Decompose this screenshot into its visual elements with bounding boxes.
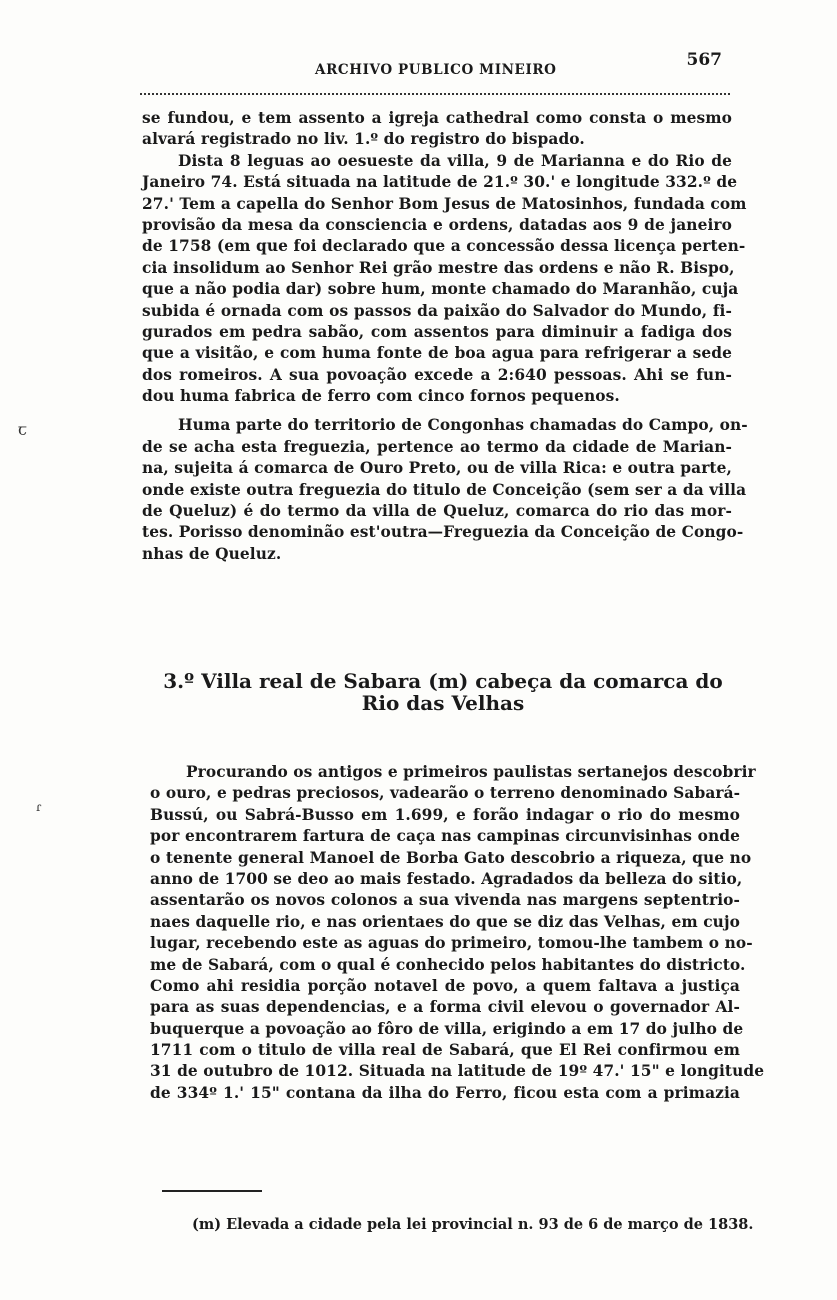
footnote-rule xyxy=(162,1190,262,1192)
text-line: Janeiro 74. Está situada na latitude de 21.º 30.' e longitude 332.º de xyxy=(142,173,738,192)
text-line: dos romeiros. A sua povoação excede a 2:640 pessoas. Ahi se fun- xyxy=(142,365,732,384)
text-line: provisão da mesa da consciencia e ordens, datadas aos 9 de janeiro xyxy=(142,215,732,234)
text-line: para as suas dependencias, e a forma civil elevou o governador Al- xyxy=(150,998,740,1017)
text-line: gurados em pedra sabão, com assentos para diminuir a fadiga dos xyxy=(142,322,732,341)
text-line: lugar, recebendo este as aguas do primeiro, tomou-lhe tambem o no- xyxy=(150,934,753,953)
text-line: tes. Porisso denominão est'outra—Freguezia da Conceição de Congo- xyxy=(142,523,744,542)
text-line: de 1758 (em que foi declarado que a concessão dessa licença perten- xyxy=(142,237,746,256)
text-line: cia insolidum ao Senhor Rei grão mestre das ordens e não R. Bispo, xyxy=(142,258,735,277)
text-line: que a não podia dar) sobre hum, monte chamado do Maranhão, cuja xyxy=(142,280,739,299)
section-heading-line: 3.º Villa real de Sabara (m) cabeça da comarca do xyxy=(163,669,723,693)
text-line: se fundou, e tem assento a igreja cathedral como consta o mesmo xyxy=(142,109,732,127)
text-line: nhas de Queluz. xyxy=(142,544,282,563)
text-line: alvará registrado no liv. 1.º do registro do bispado. xyxy=(142,130,585,149)
text-line: de Queluz) é do termo da villa de Queluz, comarca do rio das mor- xyxy=(142,502,732,521)
text-line: Huma parte do territorio de Congonhas chamadas do Campo, on- xyxy=(178,416,748,435)
text-line: me de Sabará, com o qual é conhecido pelos habitantes do districto. xyxy=(150,955,746,974)
text-line: anno de 1700 se deo ao mais festado. Agradados da belleza do sitio, xyxy=(150,869,743,888)
text-line: 27.' Tem a capella do Senhor Bom Jesus de Matosinhos, fundada com xyxy=(142,194,747,213)
page-number: 567 xyxy=(686,50,722,70)
text-line: 1711 com o titulo de villa real de Sabará, que El Rei confirmou em xyxy=(150,1041,740,1060)
text-line: na, sujeita á comarca de Ouro Preto, ou de villa Rica: e outra parte, xyxy=(142,459,732,478)
body-text-upper xyxy=(142,108,748,565)
text-line: onde existe outra freguezia do titulo de Conceição (sem ser a da villa xyxy=(142,480,747,499)
footnote: (m) Elevada a cidade pela lei provincial n. 93 de 6 de março de 1838. xyxy=(192,1216,754,1233)
text-line: o tenente general Manoel de Borba Gato descobrio a riqueza, que no xyxy=(150,848,752,867)
running-title: ARCHIVO PUBLICO MINEIRO xyxy=(315,62,557,78)
text-line: Como ahi residia porção notavel de povo, a quem faltava a justiça xyxy=(150,976,740,995)
text-line: Procurando os antigos e primeiros paulistas sertanejos descobrir xyxy=(186,763,756,781)
text-line: buquerque a povoação ao fôro de villa, erigindo a em 17 do julho de xyxy=(150,1019,744,1038)
text-line: naes daquelle rio, e nas orientaes do que se diz das Velhas, em cujo xyxy=(150,912,740,931)
section-heading xyxy=(148,670,738,714)
margin-mark: ɾ xyxy=(36,800,42,814)
text-line: Bussú, ou Sabrá-Busso em 1.699, e forão indagar o rio do mesmo xyxy=(150,805,740,824)
text-line: assentarão os novos colonos a sua vivenda nas margens septentrio- xyxy=(150,891,740,910)
text-line: que a visitão, e com huma fonte de boa agua para refrigerar a sede xyxy=(142,344,732,363)
margin-mark: ꞇ xyxy=(18,420,27,439)
text-line: dou huma fabrica de ferro com cinco fornos pequenos. xyxy=(142,387,620,406)
body-text-lower xyxy=(150,762,765,1104)
text-line: Dista 8 leguas ao oesueste da villa, 9 de Marianna e do Rio de xyxy=(178,151,732,170)
text-line: 31 de outubro de 1012. Situada na latitude de 19º 47.' 15" e longitude xyxy=(150,1062,765,1081)
section-heading-line: Rio das Velhas xyxy=(361,691,525,715)
text-line: subida é ornada com os passos da paixão do Salvador do Mundo, fi- xyxy=(142,301,732,320)
header-rule xyxy=(140,93,730,95)
text-line: de 334º 1.' 15" contana da ilha do Ferro, ficou esta com a primazia xyxy=(150,1083,740,1102)
text-line: o ouro, e pedras preciosos, vadearão o terreno denominado Sabará- xyxy=(150,784,741,803)
text-line: por encontrarem fartura de caça nas campinas circunvisinhas onde xyxy=(150,827,740,846)
text-line: de se acha esta freguezia, pertence ao termo da cidade de Marian- xyxy=(142,437,732,456)
page-header xyxy=(140,50,730,90)
